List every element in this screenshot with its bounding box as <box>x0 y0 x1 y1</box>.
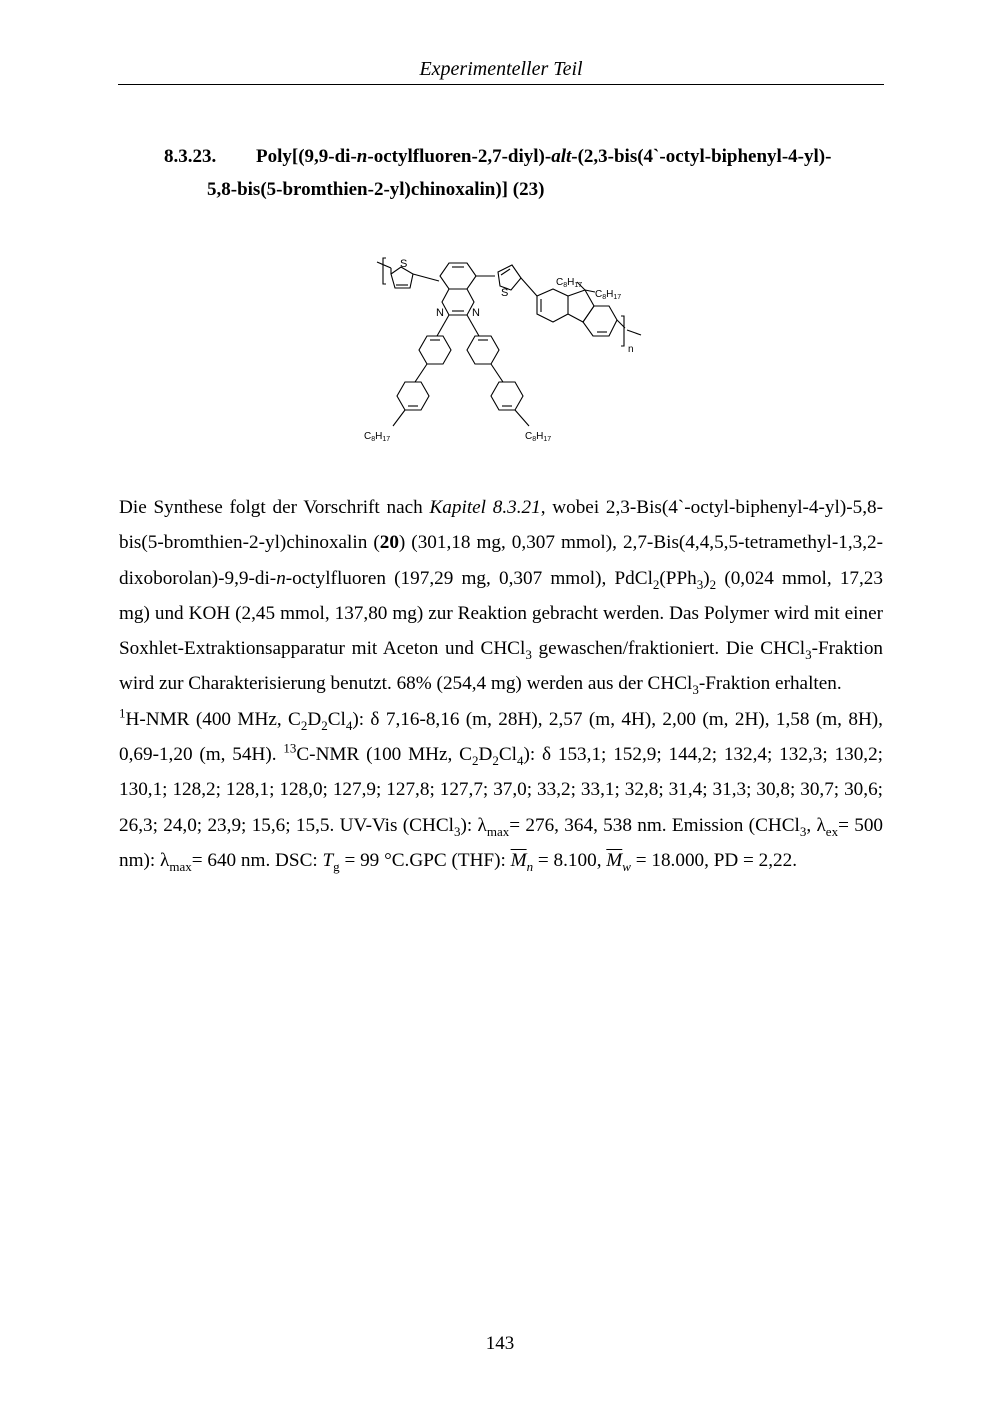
octyl-label: $C_8H_{17}$ <box>364 431 391 443</box>
compound-number: 20 <box>379 532 399 554</box>
heading-line-1 <box>164 140 884 173</box>
polymer-structure-figure <box>355 240 655 450</box>
title-part: -(2,3-bis(4`-octyl-biphenyl-4-yl)- <box>571 146 832 167</box>
heading-line-2: 5,8-bis(5-bromthien-2-yl)chinoxalin)] (23) <box>207 179 545 200</box>
octyl-label: $C_8H_{17}$ <box>525 431 552 443</box>
header-rule <box>118 84 884 85</box>
characterization-paragraph: $^1$H-NMR (400 MHz, $C_2D_2Cl_4$): δ 7,16-8,16 (m, 28H), 2,57 (m, 4H), 2,00 (m, 2H), 1,58 (m, 8H), 0,69-1,20 (m, 54H). $^{13}$C-NMR (100 MHz, $C_2D_2Cl_4$): δ 153,1; 152,9; 144,2; 132,4; 132,3; 130,2; 130,1; 128,2; 128,1; 128,0; 127,9; 127,8; 127,7; 37,0; 33,2; 33,1; 32,8; 31,4; 31,3; 30,8; 30,7; 30,6; 26,3; 24,0; 23,9; 15,6; 15,5. UV-Vis (CHCl$_3$): $\lambda_{max}= 276$, 364, 538 nm. Emission (CHCl$_3$, $\lambda_{ex}= 500$ nm): $\lambda_{max}= 640$ nm. DSC: $T_g = 99$ °C.GPC (THF): $\overline{M}_n = 8.100$, $\overline{M}_w = 18.000$, PD = 2,22. <box>119 705 884 874</box>
title-part: Poly[(9,9-di- <box>256 146 357 167</box>
octyl-label: $C_8H_{17}$ <box>595 289 622 301</box>
thiophene-s-left: S <box>400 258 408 270</box>
section-number: 8.3.23. <box>164 146 217 167</box>
quinoxaline-n-left: N <box>436 307 444 319</box>
page-number: 143 <box>485 1333 515 1354</box>
title-part: -octylfluoren-2,7-diyl)- <box>367 146 552 167</box>
title-n: n <box>356 146 368 167</box>
right-bracket <box>621 316 624 346</box>
title-alt: alt <box>551 146 572 167</box>
body-text <box>119 490 883 878</box>
chapter-ref: Kapitel 8.3.21 <box>429 497 541 518</box>
thiophene-s-right: S <box>501 287 509 299</box>
left-bracket <box>383 258 386 284</box>
synthesis-paragraph: Die Synthese folgt der Vorschrift nach Kapitel 8.3.21, wobei 2,3-Bis(4`-octyl-biphenyl-4-yl)-5,8-bis(5-bromthien-2-yl)chinoxalin (20) (301,18 mg, 0,307 mmol), 2,7-Bis(4,4,5,5-tetramethyl-1,3,2-dixoborolan)-9,9-di-n-octylfluoren (197,29 mg, 0,307 mmol), $PdCl_2(PPh_3)_2$ (0,024 mmol, 17,23 mg) und KOH (2,45 mmol, 137,80 mg) zur Reaktion gebracht werden. Das Polymer wird mit einer Soxhlet-Extraktionsapparatur mit Aceton und CHCl$_3$ gewaschen/fraktioniert. Die CHCl$_3$-Fraktion wird zur Charakterisierung benutzt. 68% (254,4 mg) werden aus der CHCl$_3$-Fraktion erhalten. <box>119 497 884 698</box>
quinoxaline-n-right: N <box>472 307 480 319</box>
octyl-label: $C_8H_{17}$ <box>556 277 583 289</box>
repeat-unit-n: n <box>628 344 634 355</box>
fluorene-ring-left <box>537 289 568 322</box>
fluorene-five-ring <box>568 290 594 322</box>
running-header: Experimenteller Teil <box>419 58 583 80</box>
octyl-labels <box>364 277 621 443</box>
section-heading <box>164 140 884 206</box>
